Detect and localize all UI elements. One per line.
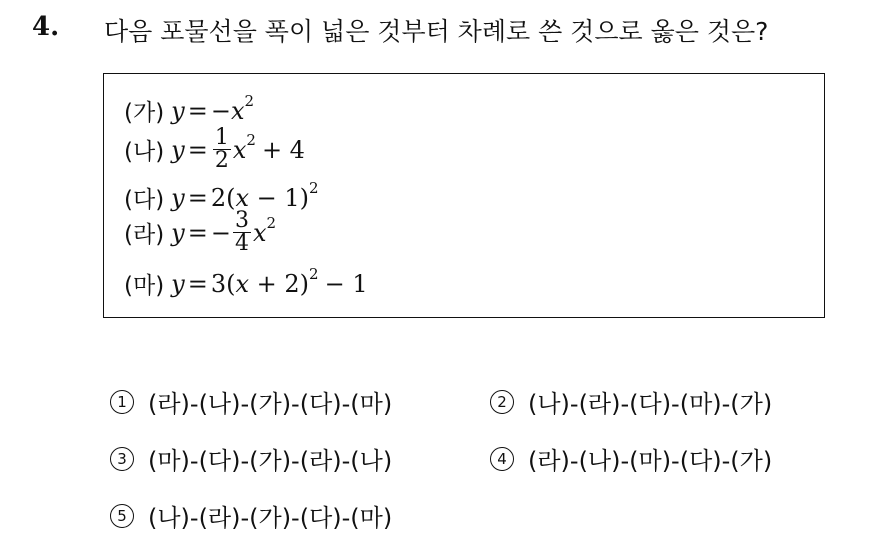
- choice-2[interactable]: [490, 384, 772, 419]
- question-text: 다음 포물선을 폭이 넓은 것부터 차례로 쓴 것으로 옳은 것은?: [104, 17, 769, 46]
- exponent: 2: [246, 130, 256, 149]
- exponent: 2: [266, 213, 277, 232]
- choice-number-circle: 5: [110, 504, 134, 528]
- var-y: y: [171, 96, 185, 125]
- minus-sign: −: [210, 218, 231, 247]
- equation-expression: [171, 91, 255, 125]
- exponent: 2: [244, 91, 255, 110]
- fraction: [233, 210, 251, 255]
- fraction: [213, 127, 231, 172]
- choice-text: (나)-(라)-(다)-(마)-(가): [528, 390, 773, 418]
- equation-prefix: 2(: [210, 183, 236, 212]
- equation-ga: [124, 91, 255, 127]
- choice-number-circle: 2: [490, 390, 514, 414]
- equation-tag: (나): [124, 139, 165, 165]
- equation-middle: − 1): [249, 183, 310, 212]
- choice-5[interactable]: [110, 498, 392, 533]
- equation-expression: [171, 127, 305, 172]
- var-x: x: [252, 218, 267, 247]
- equals-sign: =: [187, 269, 208, 298]
- choice-4[interactable]: [490, 441, 772, 476]
- var-x: x: [235, 269, 250, 298]
- choice-text: (나)-(라)-(가)-(다)-(마): [148, 504, 393, 532]
- choice-number-circle: 3: [110, 447, 134, 471]
- var-x: x: [230, 96, 245, 125]
- equation-tag: (가): [124, 100, 165, 126]
- var-x: x: [232, 135, 247, 164]
- fraction-denominator: 4: [234, 231, 249, 256]
- var-y: y: [171, 135, 185, 164]
- equation-middle: + 2): [249, 269, 310, 298]
- equation-expression: [171, 264, 368, 298]
- var-y: y: [171, 183, 185, 212]
- choice-1[interactable]: [110, 384, 392, 419]
- equals-sign: =: [187, 135, 208, 164]
- var-x: x: [235, 183, 250, 212]
- fraction-denominator: 2: [214, 148, 229, 173]
- equation-ma: [124, 264, 368, 300]
- var-y: y: [171, 218, 185, 247]
- minus-sign: −: [210, 96, 231, 125]
- equation-tag: (마): [124, 273, 165, 299]
- var-y: y: [171, 269, 185, 298]
- choice-number-circle: 4: [490, 447, 514, 471]
- fraction-numerator: 1: [214, 125, 229, 150]
- equation-ra: [124, 210, 276, 255]
- equals-sign: =: [187, 96, 208, 125]
- choice-text: (라)-(나)-(마)-(다)-(가): [528, 447, 773, 475]
- equals-sign: =: [187, 218, 208, 247]
- equation-tail: − 1: [324, 269, 368, 298]
- equals-sign: =: [187, 183, 208, 212]
- choice-text: (마)-(다)-(가)-(라)-(나): [148, 447, 393, 475]
- equation-tag: (다): [124, 187, 165, 213]
- equation-tag: (라): [124, 222, 165, 248]
- equation-tail: + 4: [261, 135, 305, 164]
- question-number: 4.: [32, 12, 60, 42]
- exponent: 2: [309, 178, 319, 197]
- equation-expression: [171, 210, 276, 255]
- choice-text: (라)-(나)-(가)-(다)-(마): [148, 390, 393, 418]
- fraction-numerator: 3: [234, 208, 249, 233]
- choice-3[interactable]: [110, 441, 392, 476]
- equation-na: [124, 127, 305, 172]
- choice-number-circle: 1: [110, 390, 134, 414]
- exponent: 2: [309, 264, 319, 283]
- equation-prefix: 3(: [210, 269, 236, 298]
